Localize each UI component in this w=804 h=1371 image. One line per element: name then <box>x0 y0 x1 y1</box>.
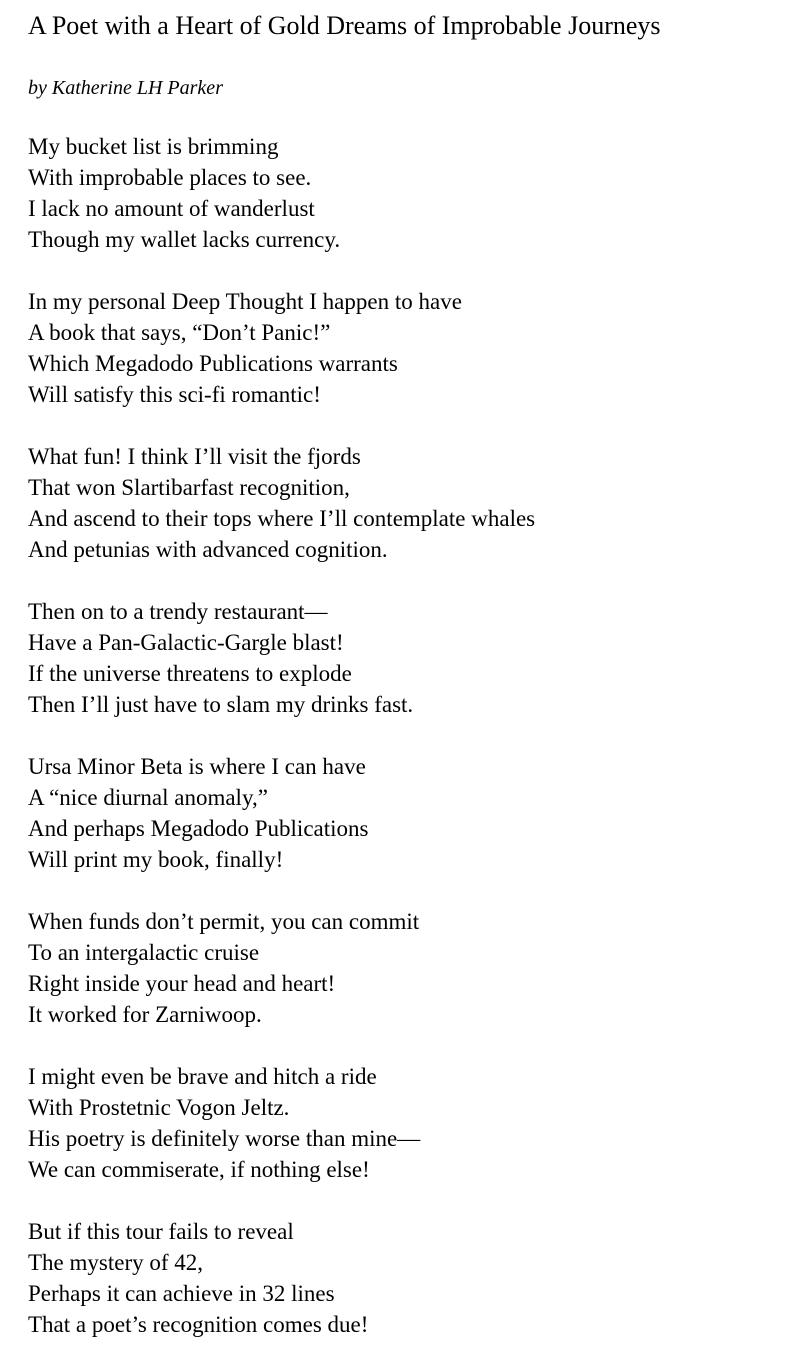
poem-line: Which Megadodo Publications warrants <box>28 351 398 376</box>
stanza-1 <box>28 131 535 255</box>
poem-line: That won Slartibarfast recognition, <box>28 475 350 500</box>
poem-line: Will satisfy this sci-fi romantic! <box>28 382 321 407</box>
poem-body <box>28 131 535 1371</box>
stanza-3 <box>28 441 535 565</box>
stanza-7 <box>28 1061 535 1185</box>
poem-line: And perhaps Megadodo Publications <box>28 816 369 841</box>
poem-line: What fun! I think I’ll visit the fjords <box>28 444 361 469</box>
poem-line: My bucket list is brimming <box>28 134 279 159</box>
stanza-8 <box>28 1216 535 1340</box>
poem-line: Right inside your head and heart! <box>28 971 336 996</box>
poem-title: A Poet with a Heart of Gold Dreams of Improbable Journeys <box>28 11 661 40</box>
poem-line: We can commiserate, if nothing else! <box>28 1157 370 1182</box>
poem-line: And ascend to their tops where I’ll contemplate whales <box>28 506 536 531</box>
poem-line: If the universe threatens to explode <box>28 661 352 686</box>
poem-line: In my personal Deep Thought I happen to have <box>28 289 462 314</box>
poem-line: Though my wallet lacks currency. <box>28 227 341 252</box>
poem-line: But if this tour fails to reveal <box>28 1219 294 1244</box>
stanza-2 <box>28 286 535 410</box>
poem-line: I lack no amount of wanderlust <box>28 196 315 221</box>
poem-line: When funds don’t permit, you can commit <box>28 909 420 934</box>
poem-line: Then on to a trendy restaurant— <box>28 599 328 624</box>
poem-line: That a poet’s recognition comes due! <box>28 1312 369 1337</box>
poem-line: His poetry is definitely worse than mine— <box>28 1126 421 1151</box>
poem-line: Will print my book, finally! <box>28 847 284 872</box>
poem-line: A book that says, “Don’t Panic!” <box>28 320 331 345</box>
stanza-5 <box>28 751 535 875</box>
poem-line: Have a Pan-Galactic-Gargle blast! <box>28 630 344 655</box>
poem-line: It worked for Zarniwoop. <box>28 1002 262 1027</box>
poem-byline: by Katherine LH Parker <box>28 77 223 99</box>
poem-line: With Prostetnic Vogon Jeltz. <box>28 1095 290 1120</box>
poem-line: To an intergalactic cruise <box>28 940 260 965</box>
poem-line: With improbable places to see. <box>28 165 312 190</box>
poem-line: Then I’ll just have to slam my drinks fast. <box>28 692 414 717</box>
poem-line: And petunias with advanced cognition. <box>28 537 388 562</box>
poem-line: Perhaps it can achieve in 32 lines <box>28 1281 335 1306</box>
poem-line: A “nice diurnal anomaly,” <box>28 785 268 810</box>
stanza-4 <box>28 596 535 720</box>
stanza-6 <box>28 906 535 1030</box>
poem-line: Ursa Minor Beta is where I can have <box>28 754 366 779</box>
poem-line: The mystery of 42, <box>28 1250 204 1275</box>
poem-line: I might even be brave and hitch a ride <box>28 1064 377 1089</box>
